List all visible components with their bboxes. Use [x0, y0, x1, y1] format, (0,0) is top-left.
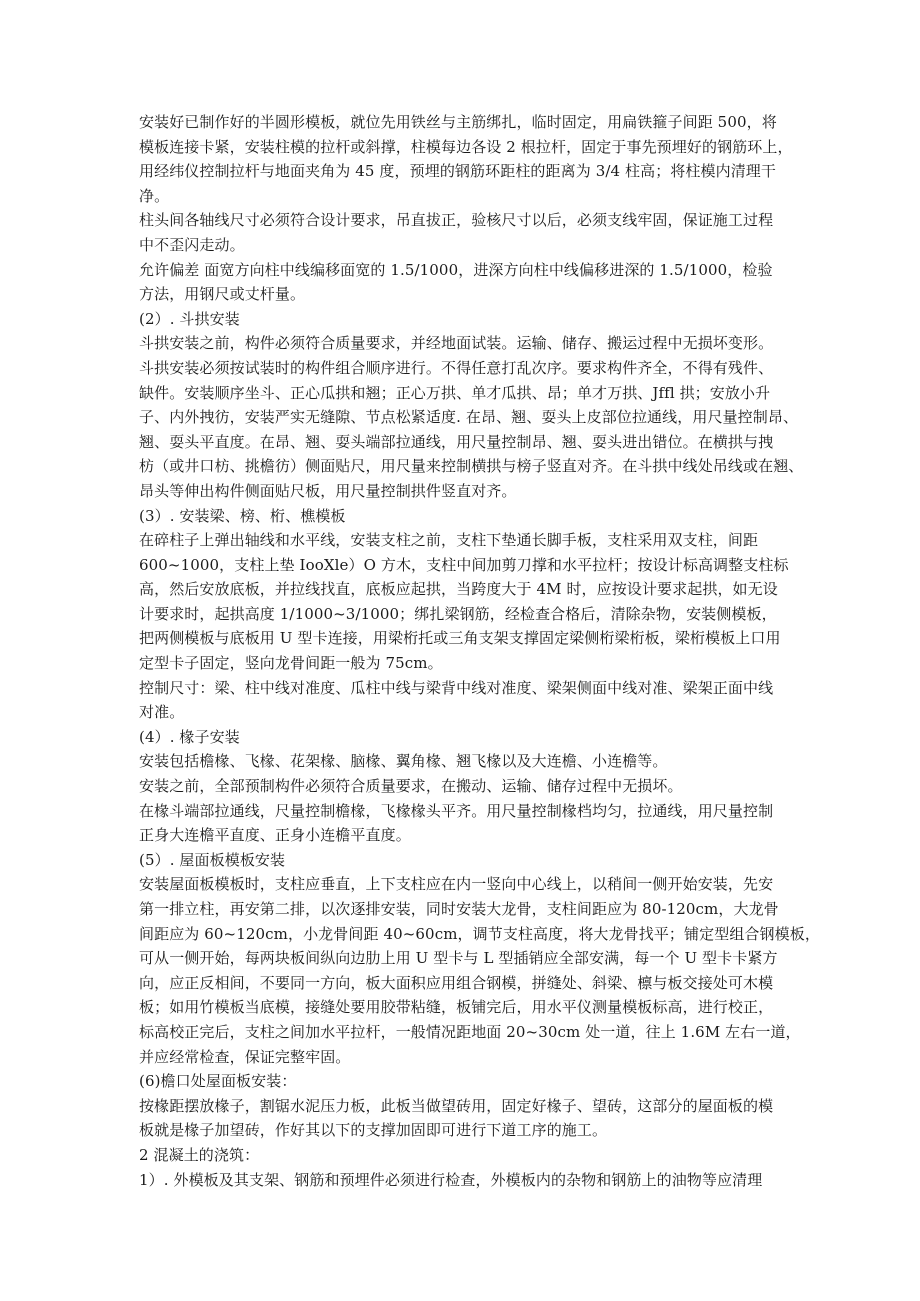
text-line: 对准。: [139, 703, 185, 722]
text-line: 中不歪闪走动。: [139, 235, 245, 254]
text-line: 安装之前，全部预制构件必须符合质量要求，在搬动、运输、储存过程中无损坏。: [139, 777, 683, 796]
text-line: 翘、耍头平直度。在昂、翘、耍头端部拉通线，用尺量控制昂、翘、耍头进出错位。在横拱与拽: [139, 432, 774, 451]
text-line: 柱头间各轴线尺寸必须符合设计要求，吊直拔正，验核尺寸以后，必须支线牢固，保证施工过程: [139, 211, 774, 230]
text-line: (6)檐口处屋面板安装：: [139, 1072, 297, 1091]
text-line: 斗拱安装必须按试装时的构件组合顺序进行。不得任意打乱次序。要求构件齐全，不得有残件、: [139, 358, 774, 377]
text-line: 子、内外拽彷，安装严实无缝隙、节点松紧适度. 在昂、翘、耍头上皮部位拉通线，用尺量控制昂、: [139, 408, 799, 427]
text-line: 并应经常检查，保证完整牢固。: [139, 1047, 351, 1066]
text-line: 板；如用竹模板当底模，接缝处要用胶带粘缝，板铺完后，用水平仪测量模板标高，进行校正，: [139, 998, 774, 1017]
text-line: 高，然后安放底板，并拉线找直，底板应起拱，当跨度大于 4M 时，应按设计要求起拱，如无设: [139, 580, 778, 599]
text-line: 定型卡子固定，竖向龙骨间距一般为 75cm。: [139, 654, 443, 673]
document-body: [139, 110, 820, 1192]
text-line: 把两侧模板与底板用 U 型卡连接，用梁桁托或三角支架支撑固定梁侧桁梁桁板，梁桁模板上口用: [139, 629, 781, 648]
text-line: 安装好已制作好的半圆形模板，就位先用铁丝与主筋绑扎，临时固定，用扁铁箍子间距 500，将: [139, 113, 777, 131]
text-line: 正身大连檐平直度、正身小连檐平直度。: [139, 826, 411, 845]
text-line: 枋（或井口枋、挑檐彷）侧面贴尺，用尺量来控制横拱与榜子竖直对齐。在斗拱中线处吊线或在翘、: [139, 457, 804, 476]
text-line: 按椽距摆放椽子，割锯水泥压力板，此板当做望砖用，固定好椽子、望砖，这部分的屋面板的模: [139, 1096, 774, 1115]
text-line: 模板连接卡紧，安装柱模的拉杆或斜撑，柱模每边各设 2 根拉杆，固定于事先预埋好的钢筋环上，: [139, 137, 793, 156]
text-line: 斗拱安装之前，构件必须符合质量要求，并经地面试装。运输、储存、搬运过程中无损坏变形。: [139, 334, 774, 353]
text-line: (4）. 椽子安装: [139, 727, 240, 746]
text-line: 安装包括檐椽、飞椽、花架椽、脑椽、翼角椽、翘飞椽以及大连檐、小连檐等。: [139, 752, 668, 771]
text-line: 用经纬仪控制拉杆与地面夹角为 45 度，预埋的钢筋环距柱的距离为 3/4 柱高；将柱模内清理干: [139, 162, 777, 181]
text-line: 缺件。安装顺序坐斗、正心瓜拱和翘；正心万拱、单才瓜拱、昂；单才万拱、Jffl 拱；安放小升: [139, 383, 771, 402]
text-line: 方法，用钢尺或丈杆量。: [139, 285, 306, 304]
text-line: 标高校正完后，支柱之间加水平拉杆，一般情况距地面 20~30cm 处一道，往上 1.6M 左右一道，: [139, 1022, 801, 1041]
text-line: 向，应正反相间，不要同一方向，板大面积应用组合钢模，拼缝处、斜梁、檩与板交接处可木模: [139, 973, 774, 992]
text-line: 可从一侧开始，每两块板间纵向边肋上用 U 型卡与 L 型插销应全部安满，每一个 U 型卡卡紧方: [139, 949, 778, 968]
text-line: (5）. 屋面板模板安装: [139, 850, 286, 869]
text-line: (2）. 斗拱安装: [139, 309, 240, 328]
text-line: 在椽斗端部拉通线，尺量控制檐椽，飞椽椽头平齐。用尺量控制椽档均匀，拉通线，用尺量控制: [139, 801, 774, 820]
text-line: 安装屋面板模板时，支柱应垂直，上下支柱应在内一竖向中心线上，以稍间一侧开始安装，先安: [139, 875, 774, 894]
text-line: 1）. 外模板及其支架、钢筋和预埋件必须进行检查，外模板内的杂物和钢筋上的油物等应清理: [139, 1170, 763, 1189]
text-line: 计要求时，起拱高度 1/1000~3/1000；绑扎梁钢筋，经检查合格后，清除杂物，安装侧模板，: [139, 604, 777, 623]
text-line: 第一排立柱，再安第二排，以次逐排安装，同时安装大龙骨，支柱间距应为 80-120cm，大龙骨: [139, 900, 779, 918]
text-line: 间距应为 60~120cm，小龙骨间距 40~60cm，调节支柱高度，将大龙骨找平；铺定型组合钢模板，: [139, 924, 820, 943]
text-line: 净。: [139, 186, 170, 205]
text-line: 在碎柱子上弹出轴线和水平线，安装支柱之前，支柱下垫通长脚手板，支柱采用双支柱，间距: [139, 531, 759, 550]
text-line: 允许偏差 面宽方向柱中线编移面宽的 1.5/1000，进深方向柱中线偏移进深的 1.5/1000，检验: [139, 260, 773, 279]
text-line: (3）. 安装梁、榜、桁、樵模板: [139, 506, 346, 525]
text-line: 控制尺寸：梁、柱中线对准度、瓜柱中线与梁背中线对准度、梁架侧面中线对准、梁架正面中线: [139, 678, 774, 697]
text-line: 昂头等伸出构件侧面贴尺板，用尺量控制拱件竖直对齐。: [139, 481, 517, 500]
text-line: 2 混凝土的浇筑：: [139, 1145, 260, 1164]
text-line: 600~1000，支柱上垫 IooXle）O 方木，支柱中间加剪刀撑和水平拉杆；按设计标高调整支柱标: [139, 555, 789, 574]
text-line: 板就是椽子加望砖，作好其以下的支撑加固即可进行下道工序的施工。: [139, 1121, 608, 1140]
